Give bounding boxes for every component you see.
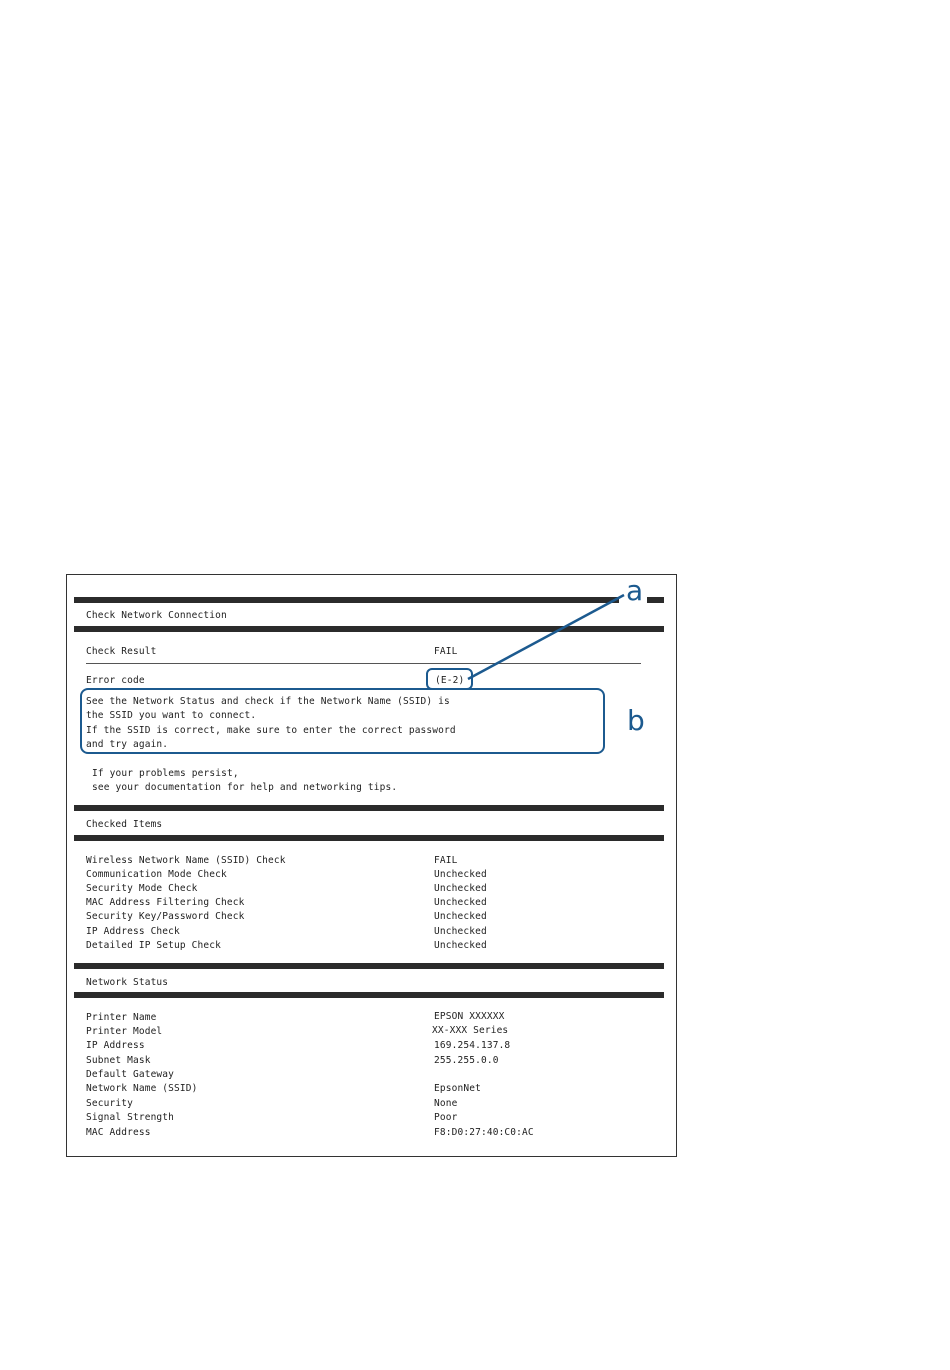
persist-line: see your documentation for help and networking tips.: [92, 782, 398, 793]
section-bar: [74, 992, 664, 998]
status-value: 169.254.137.8: [434, 1040, 511, 1051]
callout-b-box: [80, 688, 605, 754]
checked-item-label: Security Key/Password Check: [86, 911, 245, 922]
checked-items-title: Checked Items: [86, 819, 163, 830]
checked-item-label: Wireless Network Name (SSID) Check: [86, 855, 286, 866]
message-line: and try again.: [86, 739, 169, 750]
check-result-value: FAIL: [434, 646, 458, 657]
checked-item-value: Unchecked: [434, 869, 487, 880]
status-label: Signal Strength: [86, 1112, 175, 1123]
checked-item-value: Unchecked: [434, 926, 487, 937]
section-bar: [74, 835, 664, 841]
callout-a-label: a: [626, 574, 644, 607]
persist-line: If your problems persist,: [92, 768, 239, 779]
checked-item-value: Unchecked: [434, 883, 487, 894]
error-code-label: Error code: [86, 675, 145, 686]
status-value: XX-XXX Series: [432, 1025, 509, 1036]
status-label: Printer Model: [86, 1026, 163, 1037]
top-bar: [74, 597, 619, 603]
status-value: 255.255.0.0: [434, 1055, 499, 1066]
checked-item-label: IP Address Check: [86, 926, 180, 937]
message-line: See the Network Status and check if the Network Name (SSID) is: [86, 696, 450, 707]
status-value: F8:D0:27:40:C0:AC: [434, 1127, 534, 1138]
checked-item-value: FAIL: [434, 855, 458, 866]
divider-line: [86, 663, 641, 664]
status-value: EpsonNet: [434, 1083, 481, 1094]
status-label: Printer Name: [86, 1012, 157, 1023]
error-code-value: (E-2): [435, 675, 465, 686]
callout-a-box: [426, 668, 473, 690]
checked-item-label: Communication Mode Check: [86, 869, 227, 880]
status-label: MAC Address: [86, 1127, 151, 1138]
network-connection-report: [66, 574, 677, 1157]
report-title: Check Network Connection: [86, 610, 227, 621]
check-result-label: Check Result: [86, 646, 157, 657]
checked-item-value: Unchecked: [434, 911, 487, 922]
top-right-bar: [647, 597, 664, 603]
checked-item-label: MAC Address Filtering Check: [86, 897, 245, 908]
status-value: EPSON XXXXXX: [434, 1011, 505, 1022]
status-label: Network Name (SSID): [86, 1083, 198, 1094]
status-value: None: [434, 1098, 458, 1109]
section-bar: [74, 805, 664, 811]
section-bar: [74, 963, 664, 969]
status-label: Default Gateway: [86, 1069, 175, 1080]
network-status-title: Network Status: [86, 977, 169, 988]
checked-item-value: Unchecked: [434, 940, 487, 951]
message-line: If the SSID is correct, make sure to enter the correct password: [86, 725, 456, 736]
message-line: the SSID you want to connect.: [86, 710, 257, 721]
status-label: IP Address: [86, 1040, 145, 1051]
status-label: Subnet Mask: [86, 1055, 151, 1066]
status-value: Poor: [434, 1112, 458, 1123]
checked-item-label: Security Mode Check: [86, 883, 198, 894]
checked-item-label: Detailed IP Setup Check: [86, 940, 221, 951]
callout-b-label: b: [627, 704, 645, 737]
divider-bar: [74, 626, 664, 632]
status-label: Security: [86, 1098, 133, 1109]
checked-item-value: Unchecked: [434, 897, 487, 908]
